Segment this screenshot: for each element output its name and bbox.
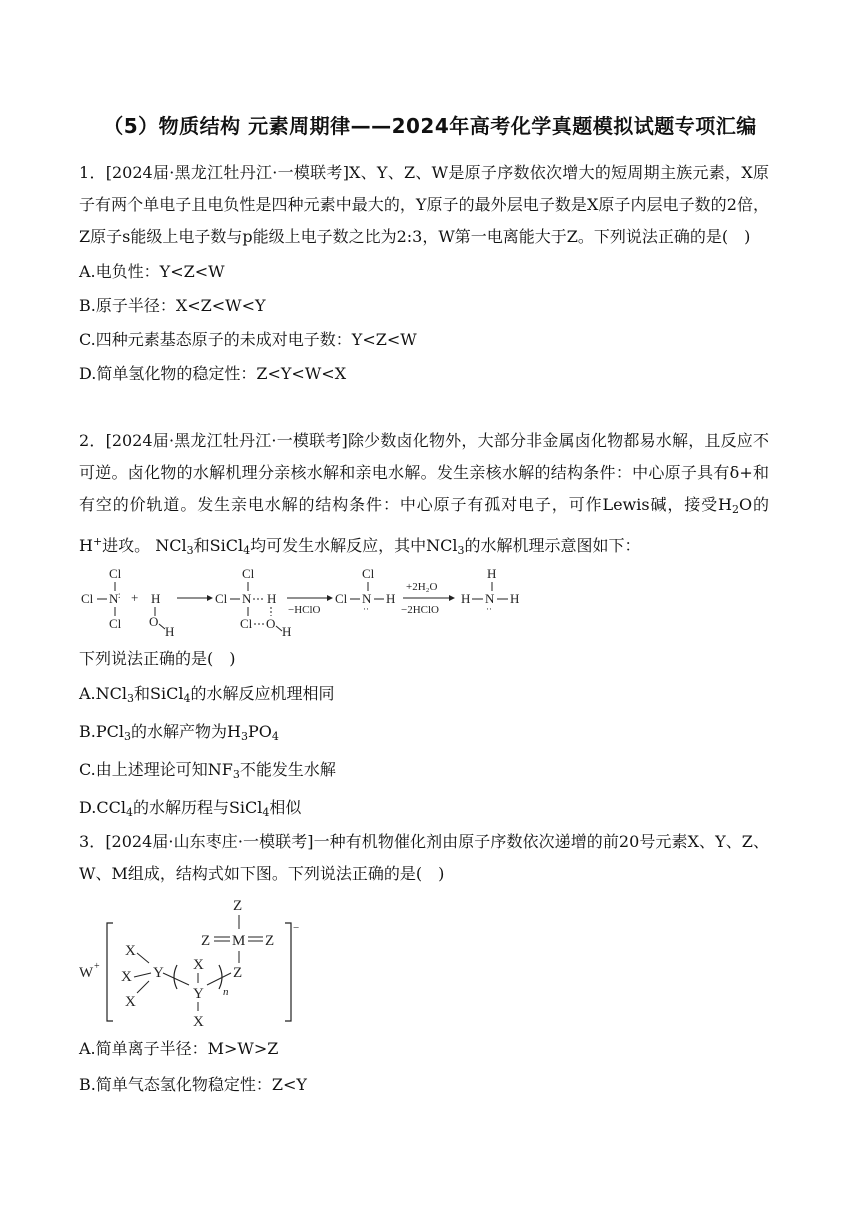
option-a-letter: A. bbox=[79, 684, 96, 703]
formula-h2o-h: H bbox=[718, 495, 732, 514]
option-b-h3po4-sub3: 3 bbox=[240, 730, 248, 743]
option-c-letter: C.由上述理论可知 bbox=[79, 760, 208, 779]
question-3-stem: 3．[2024届·山东枣庄·一模联考]一种有机物催化剂由原子序数依次递增的前20号元素X、Y、Z、W、M组成，结构式如下图。下列说法正确的是( ) bbox=[79, 832, 769, 883]
option-a-rest: 的水解反应机理相同 bbox=[190, 684, 335, 703]
question-3 bbox=[79, 826, 769, 890]
fig-plus-2h2o: +2H₂O bbox=[406, 581, 438, 593]
fig3-x-2: X bbox=[121, 969, 132, 985]
fig-minus-hclo: −HClO bbox=[288, 604, 321, 616]
question-2-option-c[interactable] bbox=[79, 753, 769, 787]
fig3-y-1: Y bbox=[153, 965, 164, 981]
option-c-nf3-sub: 3 bbox=[232, 768, 240, 781]
fig3-x-4: X bbox=[193, 957, 204, 973]
fig-h-water: H bbox=[151, 591, 161, 606]
option-d-rest: 相似 bbox=[269, 798, 302, 817]
fig-o-water: O bbox=[149, 614, 159, 629]
question-2-option-d[interactable] bbox=[79, 791, 769, 825]
fig-n-1: N bbox=[109, 591, 119, 606]
fig-plus: + bbox=[131, 590, 139, 605]
option-a-sicl4: SiCl bbox=[150, 684, 184, 703]
question-2-stem-text: 2．[2024届·黑龙江牡丹江·一模联考]除少数卤化物外，大部分非金属卤化物都易水解，且反应不可逆。卤化物的水解机理分亲核水解和亲电水解。发生亲核水解的结构条件：中心原子具有δ+和有空的价轨道。发生亲电水解的结构条件：中心原子有孤对电子，可作Lewis碱，接受 bbox=[79, 431, 769, 514]
option-b-mid: 的水解产物为 bbox=[130, 722, 227, 741]
option-d-sicl4: SiCl bbox=[228, 798, 263, 817]
question-2-stem-text-d: 均可发生水解反应，其中 bbox=[250, 536, 427, 555]
fig3-w-charge: + bbox=[94, 961, 100, 972]
fig3-z-right: Z bbox=[265, 933, 275, 949]
question-1-option-b[interactable]: B.原子半径：X<Z<W<Y bbox=[79, 296, 266, 315]
fig-o-2: O bbox=[266, 616, 276, 631]
fig3-y-2: Y bbox=[193, 986, 204, 1002]
question-1-option-d[interactable]: D.简单氢化物的稳定性：Z<Y<W<X bbox=[79, 364, 347, 383]
formula-ncl3-sub: 3 bbox=[186, 544, 194, 557]
question-2-option-b[interactable] bbox=[79, 715, 769, 749]
formula-ncl3: NCl bbox=[155, 536, 187, 555]
option-a-and: 和 bbox=[134, 684, 151, 703]
fig3-z-top: Z bbox=[233, 898, 243, 914]
fig3-z-left: Z bbox=[201, 933, 211, 949]
question-3-options bbox=[79, 1032, 769, 1102]
formula-ncl3-2-sub: 3 bbox=[457, 544, 465, 557]
formula-h2o-sub: 2 bbox=[731, 503, 739, 516]
option-a-sicl4-sub: 4 bbox=[183, 692, 191, 705]
question-1-option-a[interactable]: A.电负性：Y<Z<W bbox=[79, 262, 225, 281]
fig3-charge: − bbox=[293, 922, 300, 934]
question-2-stem-and: 和 bbox=[193, 536, 210, 555]
fig-h-2: H bbox=[267, 591, 277, 606]
page-title: （5）物质结构 元素周期律——2024年高考化学真题模拟试题专项汇编 bbox=[103, 114, 757, 138]
fig-cl-bottom-2: Cl bbox=[240, 616, 253, 631]
fig-minus-2hclo: −2HClO bbox=[401, 604, 439, 616]
fig-cl-bottom-1: Cl bbox=[109, 616, 122, 631]
option-c-nf3: NF bbox=[207, 760, 233, 779]
question-2-stem bbox=[79, 425, 769, 567]
question-1-stem: 1．[2024届·黑龙江牡丹江·一模联考]X、Y、Z、W是原子序数依次增大的短周期主族元素，X原子有两个单电子且电负性是四种元素中最大的，Y原子的最外层电子数是X原子内层电子数的2倍，Z原子s能级上电子数与p能级上电子数之比为2:3，W第一电离能大于Z。下列说法正确的是( ) bbox=[79, 163, 769, 246]
fig-h-water-2: H bbox=[165, 624, 175, 636]
formula-h-ion: H bbox=[79, 536, 93, 555]
question-2 bbox=[79, 425, 769, 567]
fig3-x-1: X bbox=[125, 943, 136, 959]
fig-lone-pair-nh3: ·· bbox=[486, 604, 492, 614]
option-b-pcl3-sub: 3 bbox=[123, 730, 131, 743]
ncl3-hydrolysis-mechanism-figure bbox=[79, 566, 539, 636]
fig3-x-5: X bbox=[193, 1014, 204, 1028]
fig-h-right-nh3: H bbox=[510, 591, 520, 606]
option-b-h3po4-h: H bbox=[226, 722, 241, 741]
formula-h-ion-charge: + bbox=[92, 535, 103, 548]
option-d-ccl4: CCl bbox=[96, 798, 126, 817]
option-b-pcl3: PCl bbox=[95, 722, 124, 741]
fig3-m: M bbox=[232, 933, 246, 949]
fig-n-2: N bbox=[242, 591, 252, 606]
fig3-z-link: Z bbox=[233, 965, 243, 981]
fig3-n: n bbox=[223, 986, 229, 998]
option-b-letter: B. bbox=[79, 722, 96, 741]
formula-h2o-o: O bbox=[738, 495, 753, 514]
fig-h-4: H bbox=[386, 591, 396, 606]
question-2-options bbox=[79, 643, 769, 825]
option-d-sicl4-sub: 4 bbox=[262, 806, 270, 819]
question-2-stem-text-c: 进攻。 bbox=[102, 536, 151, 555]
option-d-mid: 的水解历程与 bbox=[132, 798, 229, 817]
option-b-h3po4-sub4: 4 bbox=[271, 730, 279, 743]
fig-cl-left-2: Cl bbox=[215, 591, 228, 606]
question-2-stem-text-e: 的水解机理示意图如下： bbox=[464, 536, 641, 555]
fig3-x-3: X bbox=[125, 994, 136, 1010]
fig-cl-left-3: Cl bbox=[335, 591, 348, 606]
formula-sicl4-sub: 4 bbox=[243, 544, 251, 557]
option-d-letter: D. bbox=[79, 798, 97, 817]
question-1-option-c[interactable]: C.四种元素基态原子的未成对电子数：Y<Z<W bbox=[79, 330, 417, 349]
question-2-option-a[interactable] bbox=[79, 677, 769, 711]
formula-sicl4: SiCl bbox=[209, 536, 244, 555]
question-2-prompt: 下列说法正确的是( ) bbox=[79, 649, 236, 668]
question-3-option-b[interactable]: B.简单气态氢化物稳定性：Z<Y bbox=[79, 1075, 307, 1094]
option-d-ccl4-sub: 4 bbox=[125, 806, 133, 819]
fig-cl-top-3: Cl bbox=[362, 566, 375, 581]
option-b-h3po4-po: PO bbox=[247, 722, 272, 741]
fig-lone-pair-3: ·· bbox=[363, 604, 369, 614]
fig-cl-top-2: Cl bbox=[242, 566, 255, 581]
q3-structure-figure bbox=[79, 893, 319, 1028]
fig-h-3: H bbox=[282, 624, 292, 636]
fig3-w: W bbox=[79, 965, 94, 981]
fig-h-left-nh3: H bbox=[461, 591, 471, 606]
question-3-option-a[interactable]: A.简单离子半径：M>W>Z bbox=[79, 1039, 279, 1058]
option-a-ncl3-sub: 3 bbox=[127, 692, 134, 705]
formula-ncl3-2: NCl bbox=[426, 536, 458, 555]
option-c-rest: 不能发生水解 bbox=[239, 760, 336, 779]
fig-n-nh3: N bbox=[485, 591, 495, 606]
fig-cl-left-1: Cl bbox=[81, 591, 94, 606]
fig-lone-pair-1: : bbox=[118, 590, 121, 600]
fig-h-top-nh3: H bbox=[487, 566, 497, 581]
formula-h2o bbox=[718, 495, 752, 514]
question-2-stem-text-b: 的 bbox=[752, 495, 769, 514]
question-1 bbox=[79, 157, 769, 391]
option-a-ncl3: NCl bbox=[95, 684, 127, 703]
fig-cl-top-1: Cl bbox=[109, 566, 122, 581]
fig-n-3: N bbox=[362, 591, 372, 606]
